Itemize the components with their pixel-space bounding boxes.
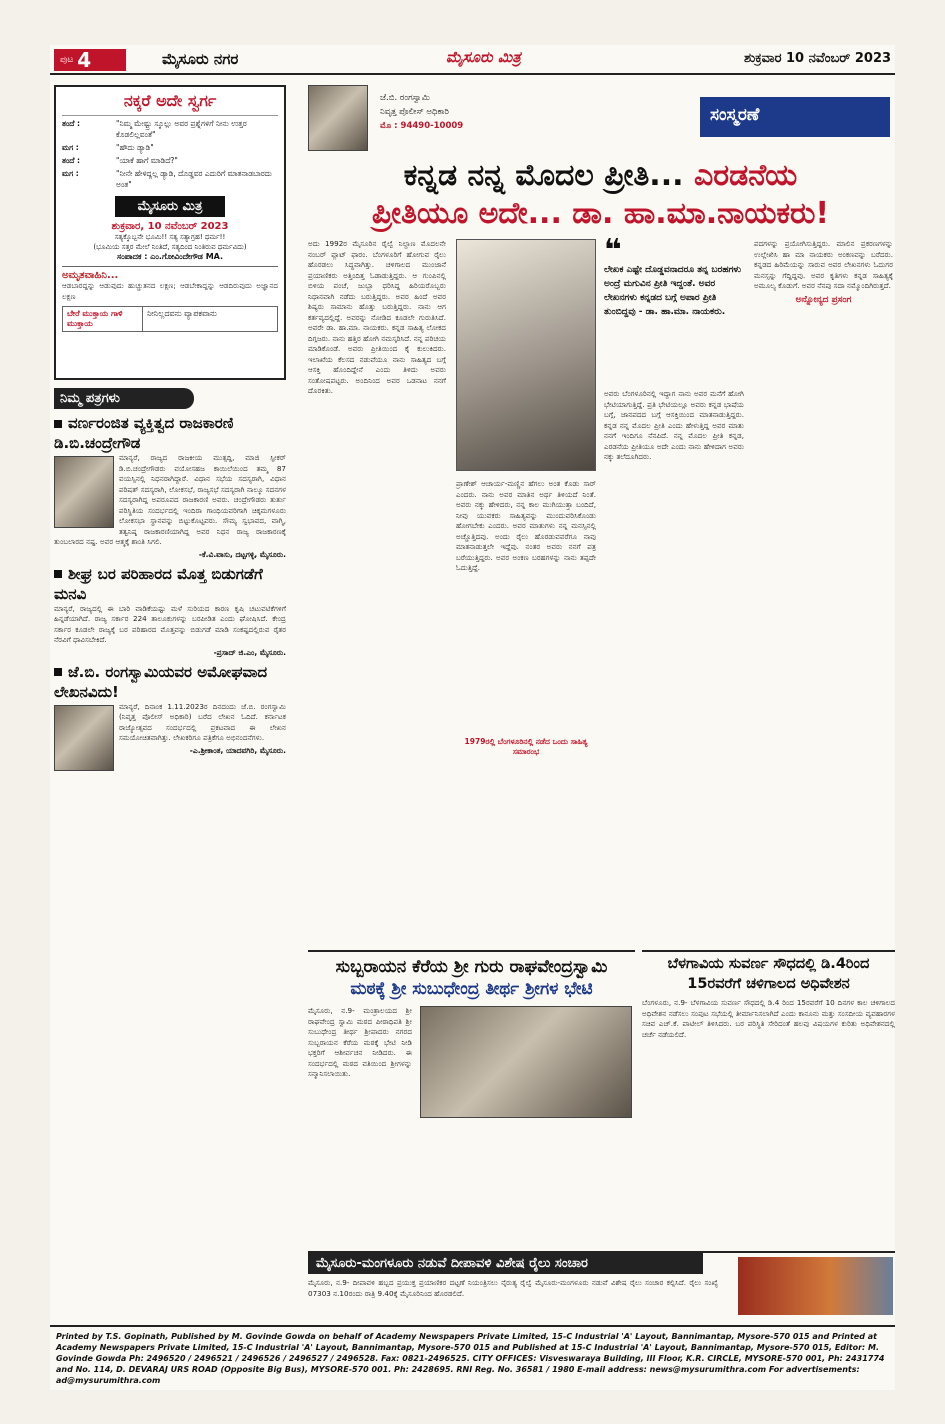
joke-line [62, 142, 278, 153]
article-text: ಅದು 1992ರ ಮೈಸೂರಿನ ರೈಲ್ವೆ ನಿಲ್ದಾಣ ಮೊದಲನೇ ನಂಬರ್ ಪ್ಲಾಟ್ ಫಾರಂ. ಬೆಂಗಳೂರಿಗೆ ಹೋಗುವ ರೈಲು ಹೊರಡಲು ಸಿದ್ಧವಾಗಿತ್ತು. ಚಳಿಗಾಲದ ಮುಂಜಾನೆ ಪ್ರಯಾಣಿಕರು ಅತ್ತಿಂದಿತ್ತ ಓಡಾಡುತ್ತಿದ್ದರು. ಆ ಗುಂಪಿನಲ್ಲಿ ಬಿಳಿಯ ಪಂಚೆ, ಜುಬ್ಬಾ ಧರಿಸಿದ್ದ ಹಿರಿಯರೊಬ್ಬರು ನಿಧಾನವಾಗಿ ನಡೆದು ಬರುತ್ತಿದ್ದರು. ಅವರ ಹಿಂದೆ ಅವರ ಶಿಷ್ಯರು ಸಾಮಾನು ಹೊತ್ತು ಬರುತ್ತಿದ್ದರು. ನಾನು ಆಗ ಕರ್ತವ್ಯದಲ್ಲಿದ್ದೆ. ಅವರನ್ನು ನೋಡಿದ ಕೂಡಲೇ ಗುರುತಿಸಿದೆ. ಅವರೇ ಡಾ. ಹಾ.ಮಾ. ನಾಯಕರು. ಕನ್ನಡ ಸಾಹಿತ್ಯ ಲೋಕದ ದಿಗ್ಗಜರು. ನಾನು ಹತ್ತಿರ ಹೋಗಿ ನಮಸ್ಕರಿಸಿದೆ. ನನ್ನ ಪರಿಚಯ ಮಾಡಿಕೊಂಡೆ. ಅವರು ಪ್ರೀತಿಯಿಂದ ಕೈ ಕುಲುಕಿದರು. ಇಲಾಖೆಯ ಕೆಲಸದ ನಡುವೆಯೂ ನಾನು ಸಾಹಿತ್ಯದ ಬಗ್ಗೆ ಆಸಕ್ತಿ ಹೊಂದಿದ್ದೇನೆ ಎಂದು ತಿಳಿದು ಅವರು ಸಂತೋಷಪಟ್ಟರು. ಅಂದಿನಿಂದ ಅವರ ಒಡನಾಟ ನನಗೆ ದೊರಕಿತು. [308, 239, 446, 395]
author-phone: ಮೊ : 94490-10009 [380, 121, 464, 131]
story-headline [308, 956, 635, 1000]
letter-item [54, 564, 286, 658]
masthead-editor: ಸಂಪಾದಕ : ಎಂ.ಗೋವಿಂದೇಗೌಡ MA. [116, 252, 224, 261]
joke-text: "ಯಾಕೆ ಹಾಗೆ ಮಾಡಿದೆ?" [116, 156, 178, 165]
story-winter-session [642, 950, 895, 1250]
imprint-footer: Printed by T.S. Gopinath, Published by M. Govinde Gowda on behalf of Academy Newspapers Private Limited, 15-C Industrial 'A' Layout, Bannimantap, Mysore-570 015 and Printed at Academy Newspapers Private Limited, 15-C Industrial 'A' Layout, Bannimantap, Mysore-570 015 and Published at 15-C Industrial 'A' Layout, Bannimantap, Mysore-570 015, Editor: M. Govinde Gowda Ph: 2496520 / 2496521 / 2496526 / 2496527 / 2496528. Fax: 0821-2496525. CITY OFFICES: Visveswaraya Building, III Floor, K.R. CIRCLE, MYSORE-570 001, Ph: 2431774 and No. 114, D. DEVARAJ URS ROAD (Opposite Big Bus), MYSORE-570 001. Ph: 2428695. RNI Reg. No. 36581 / 1980 E-mail address: news@mysurumithra.com For advertisements: ad@mysurumithra.com [50, 1325, 895, 1390]
letter-signature: -ಕೆ.ವಿ.ವಾಸು, ದಟ್ಟಗಳ್ಳಿ, ಮೈಸೂರು. [198, 549, 286, 559]
main-headline [308, 157, 893, 233]
headline-black: ಕನ್ನಡ ನನ್ನ ಮೊದಲ ಪ್ರೀತಿ... [403, 158, 684, 193]
letter-photo [54, 456, 114, 528]
bullet-square-icon [54, 570, 62, 578]
page-word: ಪುಟ [60, 55, 74, 65]
article-column-2 [456, 479, 596, 574]
letter-item [54, 413, 286, 560]
story-photo [420, 1006, 632, 1118]
story-headline: ಮೈಸೂರು-ಮಂಗಳೂರು ನಡುವೆ ದೀಪಾವಳಿ ವಿಶೇಷ ರೈಲು ಸಂಚಾರ [308, 1253, 703, 1274]
joke-text: "ಹೌದು ಡ್ಯಾಡಿ" [116, 143, 154, 152]
story-headline-2: ಮಠಕ್ಕೆ ಶ್ರೀ ಸುಬುಧೇಂದ್ರ ತೀರ್ಥ ಶ್ರೀಗಳ ಭೇಟಿ [350, 979, 593, 999]
letter-body: ಮಾನ್ಯರೆ, ರಾಜ್ಯದ ರಾಜಕೀಯ ಮುತ್ಸದ್ದಿ, ಮಾಜಿ ಸ್ಪೀಕರ್ ಡಿ.ಬಿ.ಚಂದ್ರೇಗೌಡರು ವಯೋಸಹಜ ಕಾಯಿಲೆಯಿಂದ ತಮ್ಮ 87 ವಯಸ್ಸಿನಲ್ಲಿ ನಿಧನರಾಗಿದ್ದಾರೆ. ವಿಧಾನ ಸಭೆಯ ಸದಸ್ಯರಾಗಿ, ವಿಧಾನ ಪರಿಷತ್ ಸದಸ್ಯರಾಗಿ, ಲೋಕಸಭೆ, ರಾಜ್ಯಸಭೆ ಸದಸ್ಯರಾಗಿ ನಾಲ್ಕೂ ಸದನಗಳ ಸದಸ್ಯರಾಗಿದ್ದ ಅಪರೂಪದ ರಾಜಕಾರಣಿ ಅವರು. ಚಂದ್ರೇಗೌಡರು ತುರ್ತು ಪರಿಸ್ಥಿತಿಯ ಸಂದರ್ಭದಲ್ಲಿ ಇಂದಿರಾ ಗಾಂಧಿಯವರಿಗಾಗಿ ಚಿಕ್ಕಮಗಳೂರು ಲೋಕಸಭಾ ಸ್ಥಾನವನ್ನು ಬಿಟ್ಟುಕೊಟ್ಟವರು. ಸೌಮ್ಯ ಸ್ವಭಾವದ, ವಾಗ್ಮಿ, ತತ್ವನಿಷ್ಠ ರಾಜಕಾರಣಿಯಾಗಿದ್ದ ಅವರ ನಿಧನ ರಾಜ್ಯ ರಾಜಕಾರಣಕ್ಕೆ ತುಂಬಲಾರದ ನಷ್ಟ. ಅವರ ಆತ್ಮಕ್ಕೆ ಶಾಂತಿ ಸಿಗಲಿ. [54, 453, 286, 546]
author-name: ಜೆ.ಬಿ. ರಂಗಸ್ವಾಮಿ [380, 93, 430, 103]
letter-signature: -ಪ್ರಸಾದ್ ಜಿ.ಎಂ, ಮೈಸೂರು. [213, 647, 286, 657]
letter-item [54, 662, 286, 756]
main-article [308, 233, 893, 964]
story-headline-1: ಸುಬ್ಬರಾಯನ ಕೆರೆಯ ಶ್ರೀ ಗುರು ರಾಘವೇಂದ್ರಸ್ವಾಮಿ [335, 957, 608, 977]
story-body: ಬೆಂಗಳೂರು, ನ.9- ಬೆಳಗಾವಿಯ ಸುವರ್ಣ ಸೌಧದಲ್ಲಿ ಡಿ.4 ರಿಂದ 15ರವರೆಗೆ 10 ದಿನಗಳ ಕಾಲ ಚಳಿಗಾಲದ ಅಧಿವೇಶನ ನಡೆಸಲು ಸಂಪುಟ ಸಭೆಯಲ್ಲಿ ತೀರ್ಮಾನಿಸಲಾಗಿದೆ ಎಂದು ಕಾನೂನು ಮತ್ತು ಸಂಸದೀಯ ವ್ಯವಹಾರಗಳ ಸಚಿವ ಎಚ್.ಕೆ. ಪಾಟೀಲ್ ತಿಳಿಸಿದರು. ಬರ ಪರಿಸ್ಥಿತಿ ಸೇರಿದಂತೆ ಹಲವು ವಿಷಯಗಳ ಕುರಿತು ಅಧಿವೇಶನದಲ್ಲಿ ಚರ್ಚೆ ನಡೆಯಲಿದೆ. [642, 998, 895, 1039]
article-subhead: ಅನ್ನೋನ್ಯದ ಪ್ರಸಂಗ [795, 294, 852, 305]
proverb-box [62, 306, 278, 332]
headline-line-1 [308, 157, 893, 195]
page-number-badge [54, 49, 126, 71]
letters-section-title: ನಿಮ್ಮ ಪತ್ರಗಳು [54, 388, 194, 409]
photo-caption: 1979ರಲ್ಲಿ ಬೆಂಗಳೂರಿನಲ್ಲಿ ನಡೆದ ಒಂದು ಸಾಹಿತ್ಯ ಸಮಾರಂಭ [464, 737, 588, 756]
page-header [50, 45, 895, 75]
article-column-1 [308, 239, 446, 397]
masthead-logo: ಮೈಸೂರು ಮಿತ್ರ [115, 196, 225, 217]
author-box [308, 81, 658, 153]
article-text: ಅವರು ಬೆಂಗಳೂರಿನಲ್ಲಿ ಇದ್ದಾಗ ನಾನು ಅವರ ಮನೆಗೆ ಹೋಗಿ ಭೇಟಿಯಾಗುತ್ತಿದ್ದೆ. ಪ್ರತಿ ಭೇಟಿಯಲ್ಲೂ ಅವರು ಕನ್ನಡ ಭಾಷೆಯ ಬಗ್ಗೆ, ಜಾನಪದದ ಬಗ್ಗೆ ಆಸಕ್ತಿಯಿಂದ ಮಾತನಾಡುತ್ತಿದ್ದರು. ಕನ್ನಡ ನನ್ನ ಮೊದಲ ಪ್ರೀತಿ ಎಂದು ಹೇಳುತ್ತಿದ್ದ ಅವರ ಮಾತು ನನಗೆ ಇಂದಿಗೂ ನೆನಪಿದೆ. ನನ್ನ ಮೊದಲ ಪ್ರೀತಿ ಕನ್ನಡ, ಎರಡನೆಯ ಪ್ರೀತಿಯೂ ಅದೇ ಎಂದು ನಾನು ಹೇಳಿದಾಗ ಅವರು ನಕ್ಕು ತಲೆದೂಗಿದರು. [604, 389, 744, 461]
train-photo [738, 1257, 893, 1315]
page-number: 4 [77, 48, 92, 72]
joke-speaker: ಮಗ : [62, 143, 79, 152]
author-photo [308, 85, 368, 151]
story-body: ಮೈಸೂರು, ನ.9- ದೀಪಾವಳಿ ಹಬ್ಬದ ಪ್ರಯುಕ್ತ ಪ್ರಯಾಣಿಕರ ದಟ್ಟಣೆ ನಿಯಂತ್ರಿಸಲು ನೈರುತ್ಯ ರೈಲ್ವೆ ಮೈಸೂರು-ಮಂಗಳೂರು ನಡುವೆ ವಿಶೇಷ ರೈಲು ಸಂಚಾರ ಕಲ್ಪಿಸಿದೆ. ರೈಲು ಸಂಖ್ಯೆ 07303 ನ.10ರಂದು ರಾತ್ರಿ 9.40ಕ್ಕೆ ಮೈಸೂರಿನಿಂದ ಹೊರಡಲಿದೆ. [308, 1278, 718, 1298]
bullet-square-icon [54, 420, 62, 428]
letter-headline: ಜೆ.ಬಿ. ರಂಗಸ್ವಾಮಿಯವರ ಅಮೋಘವಾದ ಲೇಖನವಿದು! [54, 662, 268, 701]
author-role: ನಿವೃತ್ತ ಪೊಲೀಸ್ ಅಧಿಕಾರಿ [380, 107, 449, 117]
quote-mark-icon: ❝ [604, 233, 622, 268]
masthead-motto-sub: (ಭೂಮಿಯ ಸತ್ತರ ಮೇಲೆ ನಿಂತಿದೆ, ಸತ್ಯದಿಂದ ನಿಂತಿರುವ ಧರ್ಮವಿದು) [93, 243, 247, 251]
joke-speaker: ತಂದೆ : [62, 119, 81, 128]
publication-date: ಶುಕ್ರವಾರ 10 ನವೆಂಬರ್ 2023 [744, 51, 892, 66]
left-column [54, 85, 286, 773]
article-column-3 [604, 389, 744, 463]
article-column-4 [754, 239, 893, 308]
article-text: ಪದಗಳನ್ನು ಪ್ರಯೋಗಿಸುತ್ತಿದ್ದರು. ಮಾಲಿನ ಪ್ರಕರಣಗಳನ್ನು ಉಲ್ಲೇಖಿಸಿ ಹಾ ಮಾ ನಾಯಕರು ಅಂಕಣವನ್ನು ಬರೆದರು. ಕನ್ನಡದ ಹಿರಿಮೆಯನ್ನು ಸಾರುವ ಅವರ ಲೇಖನಗಳು ಓದುಗರ ಮನಸ್ಸನ್ನು ಗೆದ್ದಿದ್ದವು. ಅವರ ಕೃತಿಗಳು ಕನ್ನಡ ಸಾಹಿತ್ಯಕ್ಕೆ ಅಮೂಲ್ಯ ಕೊಡುಗೆ. ಅವರ ನೆನಪು ಸದಾ ನಮ್ಮೊಂದಿಗಿರುತ್ತದೆ. [754, 239, 893, 290]
joke-text: "ನೀನೇ ಹೇಳಿದ್ದಲ್ಲ ಡ್ಯಾಡಿ, ದೊಡ್ಡವರ ಎದುರಿಗೆ ಮಾತನಾಡಬಾರದು ಅಂತ" [116, 169, 272, 189]
story-body: ಮೈಸೂರು, ನ.9- ಮಂತ್ರಾಲಯದ ಶ್ರೀ ರಾಘವೇಂದ್ರ ಸ್ವಾಮಿ ಮಠದ ಪೀಠಾಧಿಪತಿ ಶ್ರೀ ಸುಬುಧೇಂದ್ರ ತೀರ್ಥ ಶ್ರೀಪಾದರು ನಗರದ ಸುಬ್ಬರಾಯನ ಕೆರೆಯ ಮಠಕ್ಕೆ ಭೇಟಿ ನೀಡಿ ಭಕ್ತರಿಗೆ ಆಶೀರ್ವಚನ ನೀಡಿದರು. ಈ ಸಂದರ್ಭದಲ್ಲಿ ಮಠದ ವತಿಯಿಂದ ಶ್ರೀಗಳನ್ನು ಸನ್ಮಾನಿಸಲಾಯಿತು. [308, 1006, 412, 1078]
headline-line-2: ಪ್ರೀತಿಯೂ ಅದೇ... ಡಾ. ಹಾ.ಮಾ.ನಾಯಕರು! [371, 196, 830, 231]
newspaper-page [50, 45, 895, 1390]
story-headline: ಬೆಳಗಾವಿಯ ಸುವರ್ಣ ಸೌಧದಲ್ಲಿ ಡಿ.4ರಿಂದ 15ರವರೆಗೆ ಚಳಿಗಾಲದ ಅಧಿವೇಶನ [667, 956, 870, 992]
pull-quote [604, 233, 744, 319]
headline-red: ಎರಡನೆಯ [693, 158, 798, 193]
amrita-title: ಅಮೃತವಾಹಿನಿ... [62, 270, 119, 281]
proverb-left: ಬೇರೆ ಮುಕ್ತಾಯ ಗಾಳಿ ಮುಕ್ತಾಯ [63, 307, 143, 331]
paper-name: ಮೈಸೂರು ಮಿತ್ರ [446, 48, 521, 66]
article-text: ಪ್ರಾಣೇಶ್ ಆಚಾರ್ಯ-ಮಣ್ಣಿನ ಹೆಗಲು ಅಂತ ಕೊಡು ಸಾರ್ ಎಂದರು. ನಾನು ಅವರ ಮಾತಿನ ಅರ್ಥ ತಿಳಿಯದೆ ನಿಂತೆ. ಅವರು ನಕ್ಕು ಹೇಳಿದರು, ನನ್ನ ಕಾಲ ಮುಗಿಯುತ್ತಾ ಬಂದಿದೆ, ನೀವು ಯುವಕರು ಸಾಹಿತ್ಯವನ್ನು ಮುಂದುವರಿಸಿಕೊಂಡು ಹೋಗಬೇಕು ಎಂದರು. ಅವರ ಮಾತುಗಳು ನನ್ನ ಮನಸ್ಸಿನಲ್ಲಿ ಅಚ್ಚೊತ್ತಿದವು. ಅಂದು ರೈಲು ಹೊರಡುವವರೆಗೂ ನಾವು ಮಾತನಾಡುತ್ತಲೇ ಇದ್ದೆವು. ನಂತರ ಅವರು ನನಗೆ ಪತ್ರ ಬರೆಯುತ್ತಿದ್ದರು. ಅವರ ಅಂಕಣ ಬರಹಗಳನ್ನು ನಾನು ತಪ್ಪದೇ ಓದುತ್ತಿದ್ದೆ. [456, 479, 596, 572]
joke-line [62, 155, 278, 166]
section-name: ಮೈಸೂರು ನಗರ [162, 50, 239, 68]
amrita-box [62, 266, 278, 302]
joke-speaker: ತಂದೆ : [62, 156, 81, 165]
main-article-photo [456, 239, 596, 471]
letter-headline: ವರ್ಣರಂಜಿತ ವ್ಯಕ್ತಿತ್ವದ ರಾಜಕಾರಣಿ ಡಿ.ಬಿ.ಚಂದ್ರೇಗೌಡ [54, 414, 234, 452]
letter-signature: -ಎ.ಶ್ರೀಕಾಂತ, ಯಾದವಗಿರಿ, ಮೈಸೂರು. [189, 745, 286, 755]
bullet-square-icon [54, 668, 62, 676]
letter-body: ಮಾನ್ಯರೆ, ರಾಜ್ಯದಲ್ಲಿ ಈ ಬಾರಿ ವಾಡಿಕೆಯಷ್ಟು ಮಳೆ ಸುರಿಯದ ಕಾರಣ ಕೃಷಿ ಚಟುವಟಿಕೆಗಳಿಗೆ ಹಿನ್ನಡೆಯಾಗಿದೆ. ರಾಜ್ಯ ಸರ್ಕಾರ 224 ತಾಲೂಕುಗಳನ್ನು ಬರಪೀಡಿತ ಎಂದು ಘೋಷಿಸಿದೆ. ಕೇಂದ್ರ ಸರ್ಕಾರ ಕೂಡಲೇ ರಾಜ್ಯಕ್ಕೆ ಬರ ಪರಿಹಾರದ ಮೊತ್ತವನ್ನು ಬಿಡುಗಡೆ ಮಾಡಿ ಸಂಕಷ್ಟದಲ್ಲಿರುವ ರೈತರ ನೆರವಿಗೆ ಧಾವಿಸಬೇಕಿದೆ. [54, 603, 286, 644]
pull-quote-text: ಲೇಖಕ ಎಷ್ಟೇ ದೊಡ್ಡವನಾದರೂ ತನ್ನ ಬರಹಗಳು ಅಂದ್ರೆ ಮಗುವಿನ ಪ್ರೀತಿ ಇದ್ದಂತೆ. ಅವರ ಲೇಖನಗಳು ಕನ್ನಡದ ಬಗ್ಗೆ ಅಪಾರ ಪ್ರೀತಿ ತುಂಬಿದ್ದವು - ಡಾ. ಹಾ.ಮಾ. ನಾಯಕರು. [604, 265, 742, 317]
masthead-date: ಶುಕ್ರವಾರ, 10 ನವೆಂಬರ್ 2023 [111, 221, 229, 232]
joke-speaker: ಮಗ : [62, 169, 79, 178]
author-details [380, 91, 463, 133]
masthead-motto: ಸತ್ಯಕ್ಕೊಬ್ಬನೇ ಭೂಮಿ!! ಸತ್ಯ ಸತ್ಯಾಗ್ರಹ! ಧರ್ಮ!! [114, 233, 226, 241]
amrita-text: ಆಡಬಾರದ್ದನ್ನು ಆಡುವುದು ಹುಚ್ಚುತನದ ಲಕ್ಷಣ; ಆಡಬೇಕಾದ್ದನ್ನು ಆಡದಿರುವುದು ಅಜ್ಞಾನದ ಲಕ್ಷಣ [62, 281, 278, 301]
joke-line [62, 118, 278, 140]
proverb-right: ನೀನಿಲ್ಲದವನು ವ್ಯಾಪಕವಾನು [147, 309, 217, 318]
letter-headline: ಶೀಘ್ರ ಬರ ಪರಿಹಾರದ ಮೊತ್ತ ಬಿಡುಗಡೆಗೆ ಮನವಿ [54, 564, 263, 603]
letter-body: ಮಾನ್ಯರೆ, ದಿನಾಂಕ 1.11.2023ರ ದಿನದಂದು ಜೆ.ಬಿ. ರಂಗಸ್ವಾಮಿ (ನಿವೃತ್ತ ಪೊಲೀಸ್ ಅಧಿಕಾರಿ) ಬರೆದ ಲೇಖನ ಓದಿದೆ. ಕರ್ನಾಟಕ ರಾಜ್ಯೋತ್ಸವದ ಸಂದರ್ಭದಲ್ಲಿ ಪ್ರಕಟವಾದ ಈ ಲೇಖನ ಸಮಯೋಚಿತವಾಗಿತ್ತು. ಲೇಖಕರಿಗೂ ಪತ್ರಿಕೆಗೂ ಅಭಿನಂದನೆಗಳು. [119, 701, 286, 742]
letter-photo [54, 705, 114, 771]
joke-line [62, 168, 278, 190]
joke-text: "ನಿಮ್ಮ ಮೇಷ್ಟ್ರು ಸ್ಕೂಲ್ಲು ಅವರ ಪ್ರಶ್ನೆಗಳಿಗೆ ನೀನು ಉತ್ತರ ಕೊಡಲಿಲ್ಲವಂತೆ" [116, 119, 247, 139]
column-label: ಸಂಸ್ಮರಣೆ [700, 97, 890, 137]
joke-title: ನಕ್ಕರೆ ಅದೇ ಸ್ವರ್ಗ [62, 91, 278, 116]
joke-box [54, 85, 286, 380]
